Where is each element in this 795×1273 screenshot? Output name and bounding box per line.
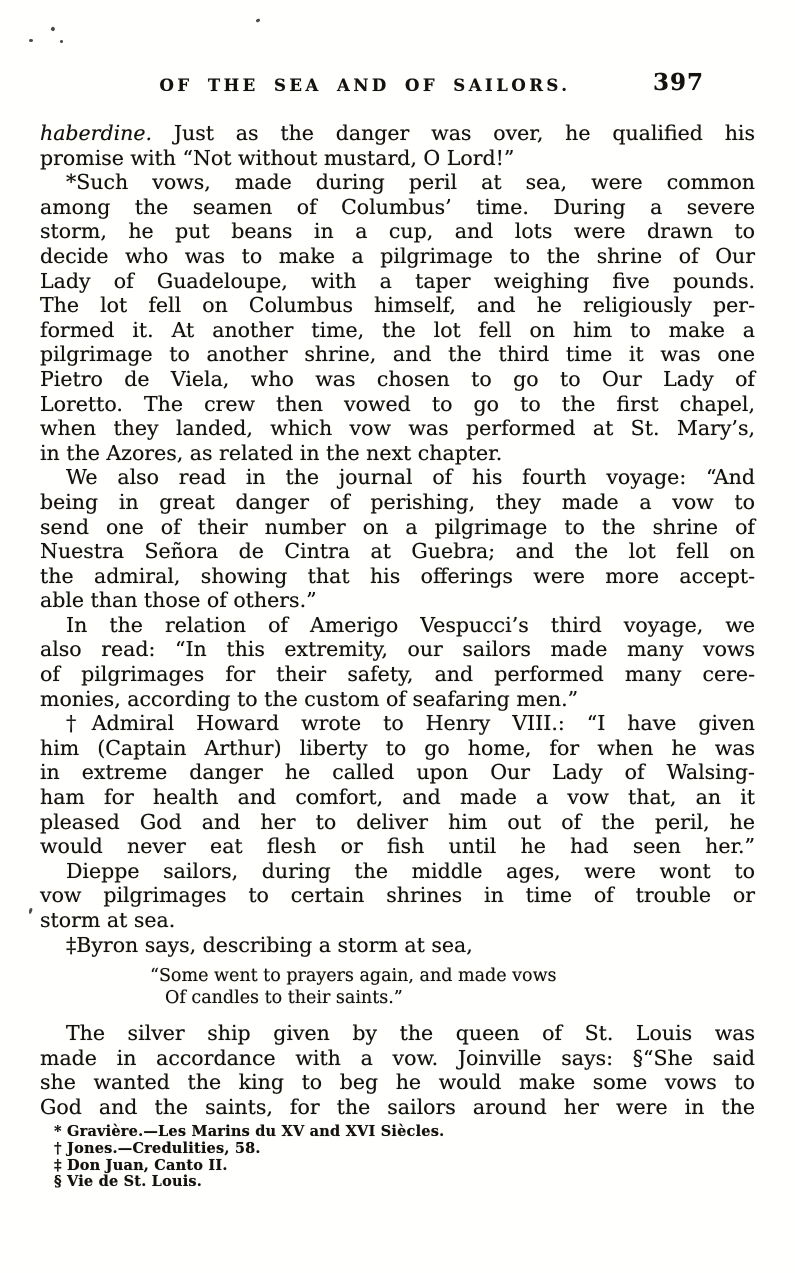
body-text xyxy=(40,121,755,1120)
text-line: The silver ship given by the queen of St. Louis was xyxy=(66,1021,755,1046)
text-line: ‡Byron says, describing a storm at sea, xyxy=(66,932,473,957)
text-line: made in accordance with a vow. Joinville says: §“She said xyxy=(40,1045,755,1070)
text-line: being in great danger of perishing, they made a vow to xyxy=(40,489,755,514)
text-line: Of candles to their saints.” xyxy=(165,987,403,1008)
footnote-line: * Gravière.—Les Marins du XV and XVI Siècles. xyxy=(54,1123,445,1140)
text-line: Lady of Guadeloupe, with a taper weighing five pounds. xyxy=(40,268,755,293)
text-line: haberdine. Just as the danger was over, he qualified his xyxy=(40,121,755,145)
text-line: formed it. At another time, the lot fell on him to make a xyxy=(40,317,755,342)
italic-lead-word: haberdine. xyxy=(40,121,153,145)
paragraph xyxy=(40,711,755,859)
page-header xyxy=(0,0,795,100)
footnote-line: ‡ Don Juan, Canto II. xyxy=(54,1156,228,1174)
text-line: Nuestra Señora de Cintra at Guebra; and the lot fell on xyxy=(40,539,755,564)
text-line: *Such vows, made during peril at sea, were common xyxy=(66,170,755,195)
paragraph xyxy=(40,465,755,613)
text-line: God and the saints, for the sailors around her were in the xyxy=(40,1094,755,1119)
text-line: ham for health and comfort, and made a vow that, an it xyxy=(40,785,755,810)
text-line: pilgrimage to another shrine, and the third time it was one xyxy=(40,342,755,367)
paragraph xyxy=(40,170,755,465)
footnotes xyxy=(54,1124,754,1191)
paragraph xyxy=(40,933,755,958)
footnote-line: § Vie de St. Louis. xyxy=(54,1173,203,1191)
text-line: among the seamen of Columbus’ time. During a severe xyxy=(40,194,755,219)
text-line: storm, he put beans in a cup, and lots were drawn to xyxy=(40,219,755,244)
text-line: able than those of others.” xyxy=(40,588,317,613)
text-line: Loretto. The crew then vowed to go to the first chapel, xyxy=(40,391,755,416)
text-line: Dieppe sailors, during the middle ages, were wont to xyxy=(66,858,755,883)
text-line: she wanted the king to beg he would make some vows to xyxy=(40,1070,755,1095)
paragraph xyxy=(40,1021,755,1119)
text-line: him (Captain Arthur) liberty to go home, for when he was xyxy=(40,735,755,760)
text-line: would never eat flesh or fish until he had seen her.” xyxy=(40,834,755,859)
text-line: pleased God and her to deliver him out of the peril, he xyxy=(40,809,755,834)
text-line: when they landed, which vow was performed at St. Mary’s, xyxy=(40,416,755,441)
text-line: decide who was to make a pilgrimage to the shrine of Our xyxy=(40,243,755,268)
text-line: of pilgrimages for their safety, and performed many cere- xyxy=(40,662,755,687)
text-line: Pietro de Viela, who was chosen to go to Our Lady of xyxy=(40,366,755,391)
paragraph xyxy=(40,859,755,933)
footnote-line: † Jones.—Credulities, 58. xyxy=(54,1139,261,1157)
verse-quote xyxy=(150,966,755,1009)
text-line: vow pilgrimages to certain shrines in time of trouble or xyxy=(40,883,755,908)
text-line: in extreme danger he called upon Our Lady of Walsing- xyxy=(40,760,755,785)
scan-speck xyxy=(28,908,32,915)
text-line: We also read in the journal of his fourth voyage: “And xyxy=(66,465,755,490)
text-line: monies, according to the custom of seafaring men.” xyxy=(40,686,579,711)
text-line: promise with “Not without mustard, O Lord!” xyxy=(40,145,515,170)
text-line: also read: “In this extremity, our sailors made many vows xyxy=(40,637,755,662)
text-line: send one of their number on a pilgrimage to the shrine of xyxy=(40,514,755,539)
paragraph xyxy=(40,613,755,711)
text-line: storm at sea. xyxy=(40,908,176,932)
text-line: in the Azores, as related in the next chapter. xyxy=(40,440,503,465)
text-line: In the relation of Amerigo Vespucci’s third voyage, we xyxy=(66,612,755,637)
text-line: “Some went to prayers again, and made vows xyxy=(150,966,557,987)
text-line: The lot fell on Columbus himself, and he religiously per- xyxy=(40,293,755,318)
text-line: †Admiral Howard wrote to Henry VIII.: “I have given xyxy=(66,711,755,736)
page-number: 397 xyxy=(653,69,705,96)
running-title: OF THE SEA AND OF SAILORS. xyxy=(159,76,571,95)
paragraph xyxy=(40,121,755,170)
text-line: the admiral, showing that his offerings were more accept- xyxy=(40,563,755,588)
